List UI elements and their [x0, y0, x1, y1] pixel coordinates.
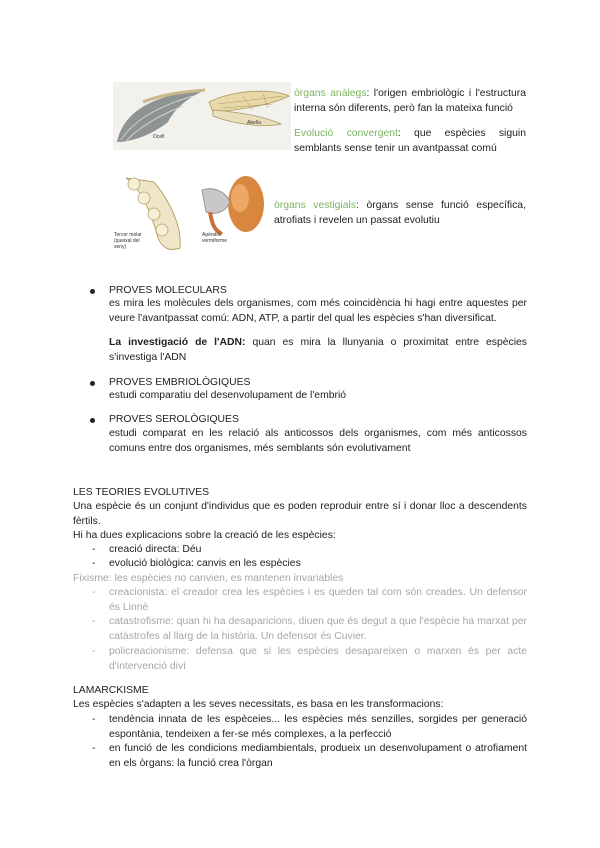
adn-paragraph [109, 335, 527, 365]
analog-organs-text: : l'origen embriològic i l'estructura interna són diferents, però fan la mateixa funció [294, 88, 527, 114]
proof-molecular-title: PROVES MOLECULARS [109, 285, 227, 296]
convergent-evolution-paragraph [294, 126, 526, 156]
dash-icon: - [92, 714, 96, 725]
analog-organs-term: òrgans anàlegs [294, 88, 367, 99]
dash-icon: - [92, 544, 96, 555]
fixism-item-polycreationism: policreacionisme: defensa que si les espècies desapareixen o marxen és per acte d'intervenció diví [109, 646, 527, 672]
proof-embryological-title: PROVES EMBRIOLÒGIQUES [109, 377, 251, 388]
dash-icon: - [92, 646, 96, 657]
vestigial-organs-paragraph [274, 198, 526, 228]
vestigial-organs-figure [110, 168, 270, 262]
vestigial-organs-text: : òrgans sense funció específica, atrofiats i revelen un passat evolutiu [274, 200, 526, 226]
proof-molecular-text: es mira les molècules dels organismes, com més coincidència hi hagi entre aquestes per veure l'avantpassat comú: ADN, ATP, a partir del qual les espècies s'han diversificat. [109, 298, 527, 324]
analog-organs-paragraph [294, 86, 526, 116]
explanation-item: creació directa: Déu [109, 544, 202, 555]
wing-label-bee: Abella [247, 120, 261, 126]
bullet-icon [90, 381, 95, 386]
dash-icon: - [92, 558, 96, 569]
wing-comparison-figure [113, 82, 291, 150]
lamarckism-item: en funció de les condicions mediambientals, produeix un desenvolupament o atrofiament en els òrgans: la funció crea l'òrgan [109, 743, 527, 769]
vestigial-label-appendix: Apèndix vermiforme [202, 232, 228, 244]
dash-icon: - [92, 616, 96, 627]
fixism-item-creationist: creacionista: el creador crea les espècies i es queden tal com són creades. Un defensor és Linnè [109, 587, 527, 613]
bullet-icon [90, 289, 95, 294]
dash-icon: - [92, 743, 96, 754]
convergent-evolution-term: Evolució convergent [294, 128, 398, 139]
adn-bold-label: La investigació de l'ADN: [109, 337, 246, 348]
fixism-item-catastrophism: catastrofisme: quan hi ha desaparicions, diuen que és degut a que l'espècie ha marxat per catàstrofes al llarg de la història. Un defensor és Cuvier. [109, 616, 527, 642]
wing-label-bird: Ocell [153, 134, 165, 140]
dash-icon: - [92, 587, 96, 598]
bullet-icon [90, 418, 95, 423]
fixism-definition: Fixisme: les espècies no canvien, es mantenen invariables [73, 573, 344, 584]
explanations-intro: Hi ha dues explicacions sobre la creació de les espècies: [73, 530, 336, 541]
proof-embryological-text: estudi comparatiu del desenvolupament de l'embrió [109, 390, 347, 401]
lamarckism-intro: Les espècies s'adapten a les seves necessitats, es basa en les transformacions: [73, 699, 444, 710]
adn-text: quan es mira la llunyania o proximitat entre espècies s'investiga l'ADN [109, 337, 527, 363]
lamarckism-item: tendència innata de les espèceies... les espècies més senzilles, sorgides per generació espontània, tendeixen a fer-se més complexes, a la perfecció [109, 714, 527, 740]
explanation-item: evolució biològica: canvis en les espècies [109, 558, 301, 569]
theories-heading: LES TEORIES EVOLUTIVES [73, 487, 210, 498]
convergent-evolution-text: : que espècies siguin semblants sense tenir un avantpassat comú [294, 128, 526, 154]
proof-serological-title: PROVES SEROLÒGIQUES [109, 414, 239, 425]
vestigial-label-molar: Tercer molar (queixal del seny) [114, 232, 142, 250]
vestigial-organs-term: òrgans vestigials [274, 200, 357, 211]
proof-serological-text: estudi comparat en les relació als anticossos dels organismes, com més anticossos comuns entre dos organismes, més semblants són evolutivament [109, 428, 527, 454]
species-definition: Una espècie és un conjunt d'individus que es poden reproduir entre sí i donar lloc a descendents fèrtils. [73, 501, 527, 527]
lamarckism-heading: LAMARCKISME [73, 685, 149, 696]
